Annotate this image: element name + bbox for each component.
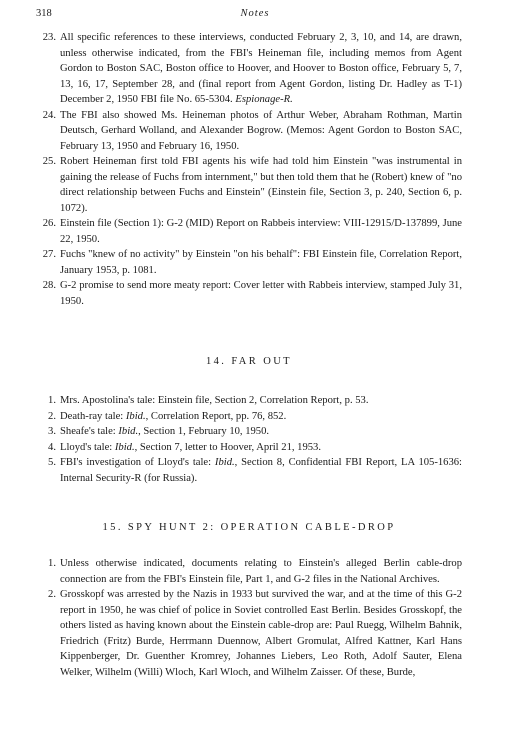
note-italic: Espionage-R. — [235, 94, 293, 105]
note-text: Sheafe's tale: Ibid., Section 1, February 10, 1950. — [60, 426, 270, 437]
note-item — [36, 393, 462, 409]
note-item — [36, 556, 462, 587]
chapter-heading-15: 15. SPY HUNT 2: OPERATION CABLE-DROP — [102, 522, 396, 533]
note-item — [36, 587, 462, 680]
note-item — [36, 154, 462, 216]
note-number: 5. — [48, 457, 56, 468]
note-number: 1. — [48, 395, 56, 406]
note-text: Einstein file (Section 1): G-2 (MID) Report on Rabbeis interview: VIII-12915/D-137899, June 22, 1950. — [60, 218, 462, 245]
note-text: FBI's investigation of Lloyd's tale: Ibid., Section 8, Confidential FBI Report, LA 105-1636: Internal Security-R (for Russia). — [60, 457, 463, 484]
note-text: Fuchs "knew of no activity" by Einstein "on his behalf": FBI Einstein file, Correlation Report, January 1953, p. 1081. — [60, 249, 462, 276]
note-item — [36, 247, 462, 278]
note-text: Death-ray tale: Ibid., Correlation Report, pp. 76, 852. — [60, 410, 287, 422]
note-text: The FBI also showed Ms. Heineman photos of Arthur Weber, Abraham Rothman, Martin Deutsch, Gerhard Wolland, and Alexander Bogrow. (Memos: Agent Gordon to Boston SAC, February 13, 1950 and February 16, 1950. — [60, 109, 462, 152]
note-number: 2. — [48, 410, 56, 422]
note-text: Lloyd's tale: Ibid., Section 7, letter to Hoover, April 21, 1953. — [60, 441, 322, 453]
note-item — [36, 108, 462, 155]
running-head — [36, 8, 474, 24]
note-number: 24. — [42, 109, 56, 121]
notes-list-chapter-13 — [36, 30, 462, 309]
note-item — [36, 424, 462, 440]
note-number: 1. — [48, 558, 56, 569]
note-number: 26. — [42, 218, 56, 229]
note-item — [36, 409, 462, 425]
page-number: 318 — [36, 8, 52, 19]
note-text: Robert Heineman first told FBI agents his wife had told him Einstein "was instrumental in gaining the release of Fuchs from internment," but then told them that he (Robert) knew of "no direct relationship between Fuchs and Einstein" (Einstein file, Section 3, p. 240, Section 6, p. 1072). — [60, 156, 462, 214]
note-text: Grosskopf was arrested by the Nazis in 1933 but survived the war, and at the time of this G-2 report in 1950, he was chief of police in Soviet controlled East Berlin. Besides Grosskopf, the others listed as having known about the Einstein cable-drop are: Paul Ruegg, Wilhelm Bahnik, Friedrich (Fritz) Burde, Herrmann Duennow, Albert Gromulat, Alfred Kattner, Karl Hans Kippenberger, Dr. Guenther Kromrey, Johannes Liebers, Leo Roth, Adolf Sauter, Elena Welker, Wilhelm (Willi) Wloch, Karl Wloch, and Wilhelm Zaisser. Of these, Burde, — [60, 589, 462, 678]
note-item — [36, 30, 462, 108]
note-number: 28. — [42, 280, 56, 291]
note-italic: Ibid. — [125, 410, 146, 422]
note-text: Unless otherwise indicated, documents relating to Einstein's alleged Berlin cable-drop connection are from the FBI's Einstein file, Part 1, and G-2 files in the National Archives. — [60, 558, 462, 585]
note-item — [36, 455, 462, 486]
note-number: 4. — [48, 441, 56, 453]
running-head-title: Notes — [240, 8, 270, 19]
note-number: 2. — [48, 589, 56, 600]
notes-list-chapter-14 — [36, 393, 462, 486]
note-item — [36, 440, 462, 456]
note-italic: Ibid. — [118, 426, 139, 437]
note-number: 27. — [42, 249, 56, 260]
notes-list-chapter-15 — [36, 556, 462, 680]
note-number: 23. — [42, 32, 56, 43]
note-italic: Ibid. — [214, 457, 235, 468]
note-text: Mrs. Apostolina's tale: Einstein file, Section 2, Correlation Report, p. 53. — [60, 395, 369, 406]
note-number: 3. — [48, 426, 56, 437]
note-item — [36, 278, 462, 309]
note-italic: Ibid. — [114, 441, 135, 453]
chapter-heading-14: 14. FAR OUT — [205, 356, 292, 367]
note-item — [36, 216, 462, 247]
note-text: All specific references to these interviews, conducted February 2, 3, 10, and 14, are drawn, unless otherwise indicated, from the FBI's Heineman file, including memos from Agent Gordon to Boston SAC, Boston office to Hoover, and Hoover to Boston office, February 5, 7, 13, 16, 17, September 28, and (final report from Agent Gordon, listing Dr. Hadley as T-1) December 2, 1950 FBI file No. 65-5304. Espionage-R. — [60, 32, 462, 105]
note-number: 25. — [42, 156, 56, 167]
note-text: G-2 promise to send more meaty report: Cover letter with Rabbeis interview, stamped July 31, 1950. — [60, 280, 462, 307]
